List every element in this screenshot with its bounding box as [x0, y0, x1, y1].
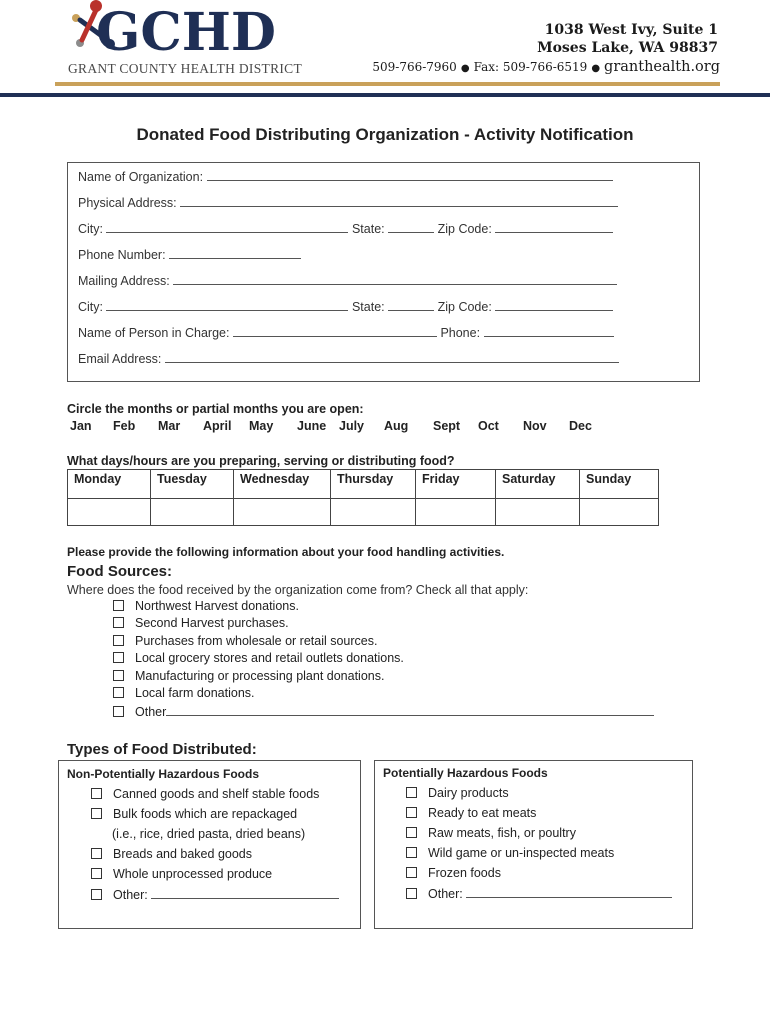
source-option-other[interactable]: Other [113, 704, 654, 719]
header-divider-navy [0, 93, 770, 97]
hours-friday-cell[interactable] [416, 499, 496, 526]
non-hazardous-option[interactable]: Breads and baked goods [91, 847, 252, 861]
hours-wednesday-cell[interactable] [234, 499, 331, 526]
day-saturday: Saturday [496, 470, 580, 499]
checkbox-icon[interactable] [91, 848, 102, 859]
hazardous-option[interactable]: Raw meats, fish, or poultry [406, 826, 576, 840]
checkbox-icon[interactable] [91, 868, 102, 879]
month-oct[interactable]: Oct [478, 419, 499, 433]
month-dec[interactable]: Dec [569, 419, 592, 433]
checkbox-icon[interactable] [113, 600, 124, 611]
person-in-charge-field[interactable] [233, 325, 437, 337]
fax-number: Fax: 509-766-6519 [473, 60, 588, 74]
organization-info-box [67, 162, 700, 382]
month-april[interactable]: April [203, 419, 232, 433]
months-prompt: Circle the months or partial months you are open: [67, 402, 364, 416]
hazardous-option-other[interactable]: Other: [406, 886, 672, 901]
hazardous-option[interactable]: Wild game or un-inspected meats [406, 846, 614, 860]
mailing-state-field[interactable] [388, 299, 434, 311]
non-hazardous-option[interactable]: Canned goods and shelf stable foods [91, 787, 319, 801]
month-mar[interactable]: Mar [158, 419, 181, 433]
person-in-charge-row: Name of Person in Charge: Phone: [78, 325, 614, 340]
checkbox-icon[interactable] [406, 827, 417, 838]
other-source-field[interactable] [166, 704, 654, 716]
source-option[interactable]: Purchases from wholesale or retail sources. [113, 634, 377, 648]
non-hazardous-option[interactable]: Bulk foods which are repackaged [91, 807, 297, 821]
mailing-zip-field[interactable] [495, 299, 613, 311]
mailing-city-state-zip-row: City: State: Zip Code: [78, 299, 613, 314]
days-hours-table [67, 469, 659, 526]
food-sources-question: Where does the food received by the organization come from? Check all that apply: [67, 583, 529, 597]
non-hazardous-option[interactable]: Whole unprocessed produce [91, 867, 272, 881]
day-tuesday: Tuesday [151, 470, 234, 499]
mailing-city-field[interactable] [106, 299, 348, 311]
source-option[interactable]: Local farm donations. [113, 686, 255, 700]
checkbox-icon[interactable] [91, 808, 102, 819]
non-hazardous-note: (i.e., rice, dried pasta, dried beans) [112, 827, 306, 841]
state-field[interactable] [388, 221, 434, 233]
org-name-field[interactable] [207, 169, 613, 181]
email-row: Email Address: [78, 351, 619, 366]
address-line-1: 1038 West Ivy, Suite 1 [544, 22, 718, 38]
non-hazardous-other-field[interactable] [151, 887, 339, 899]
activities-prompt: Please provide the following information about your food handling activities. [67, 545, 505, 559]
source-option[interactable]: Second Harvest purchases. [113, 616, 289, 630]
source-option[interactable]: Manufacturing or processing plant donations. [113, 669, 384, 683]
types-heading: Types of Food Distributed: [67, 741, 257, 758]
phone-number-field[interactable] [169, 247, 301, 259]
page-title: Donated Food Distributing Organization - Activity Notification [136, 125, 634, 144]
source-option[interactable]: Northwest Harvest donations. [113, 599, 299, 613]
phone-number-row: Phone Number: [78, 247, 301, 262]
checkbox-icon[interactable] [113, 670, 124, 681]
hours-saturday-cell[interactable] [496, 499, 580, 526]
hazardous-other-field[interactable] [466, 886, 672, 898]
checkbox-icon[interactable] [406, 847, 417, 858]
day-sunday: Sunday [580, 470, 659, 499]
hours-sunday-cell[interactable] [580, 499, 659, 526]
mailing-address-row: Mailing Address: [78, 273, 617, 288]
checkbox-icon[interactable] [113, 617, 124, 628]
checkbox-icon[interactable] [113, 652, 124, 663]
checkbox-icon[interactable] [406, 787, 417, 798]
person-phone-field[interactable] [484, 325, 614, 337]
logo-subtitle: GRANT COUNTY HEALTH DISTRICT [68, 61, 303, 76]
non-hazardous-option-other[interactable]: Other: [91, 887, 339, 902]
checkbox-icon[interactable] [113, 706, 124, 717]
physical-address-field[interactable] [180, 195, 618, 207]
bullet-icon: ● [460, 63, 470, 74]
zip-field[interactable] [495, 221, 613, 233]
hazardous-option[interactable]: Frozen foods [406, 866, 501, 880]
physical-address-row: Physical Address: [78, 195, 618, 210]
bullet-icon: ● [591, 63, 601, 74]
month-july[interactable]: July [339, 419, 365, 433]
month-june[interactable]: June [297, 419, 327, 433]
hours-thursday-cell[interactable] [331, 499, 416, 526]
mailing-address-field[interactable] [173, 273, 617, 285]
non-hazardous-box [58, 760, 361, 929]
day-thursday: Thursday [331, 470, 416, 499]
hazardous-title: Potentially Hazardous Foods [383, 766, 548, 780]
checkbox-icon[interactable] [91, 889, 102, 900]
email-field[interactable] [165, 351, 619, 363]
logo-text: GCHD [96, 2, 277, 63]
day-monday: Monday [68, 470, 151, 499]
address-line-2: Moses Lake, WA 98837 [537, 40, 718, 56]
month-feb[interactable]: Feb [113, 419, 136, 433]
month-jan[interactable]: Jan [70, 419, 92, 433]
source-option[interactable]: Local grocery stores and retail outlets donations. [113, 651, 404, 665]
checkbox-icon[interactable] [406, 807, 417, 818]
food-sources-heading: Food Sources: [67, 563, 173, 580]
month-aug[interactable]: Aug [384, 419, 409, 433]
day-friday: Friday [416, 470, 496, 499]
hazardous-option[interactable]: Dairy products [406, 786, 509, 800]
checkbox-icon[interactable] [91, 788, 102, 799]
hours-monday-cell[interactable] [68, 499, 151, 526]
hours-tuesday-cell[interactable] [151, 499, 234, 526]
phone-number: 509-766-7960 [372, 60, 457, 74]
header-divider-gold [55, 82, 720, 86]
month-sept[interactable]: Sept [433, 419, 461, 433]
contact-line [372, 59, 720, 75]
month-may[interactable]: May [249, 419, 274, 433]
checkbox-icon[interactable] [113, 687, 124, 698]
checkbox-icon[interactable] [113, 635, 124, 646]
month-nov[interactable]: Nov [523, 419, 547, 433]
city-state-zip-row: City: State: Zip Code: [78, 221, 613, 236]
hazardous-option[interactable]: Ready to eat meats [406, 806, 536, 820]
table-header-row [68, 470, 659, 499]
org-name-row: Name of Organization: [78, 169, 613, 184]
day-wednesday: Wednesday [234, 470, 331, 499]
table-row [68, 499, 659, 526]
days-prompt: What days/hours are you preparing, serving or distributing food? [67, 454, 455, 468]
website-link[interactable]: granthealth.org [604, 59, 720, 75]
checkbox-icon[interactable] [406, 867, 417, 878]
checkbox-icon[interactable] [406, 888, 417, 899]
city-field[interactable] [106, 221, 348, 233]
non-hazardous-title: Non-Potentially Hazardous Foods [67, 767, 260, 781]
